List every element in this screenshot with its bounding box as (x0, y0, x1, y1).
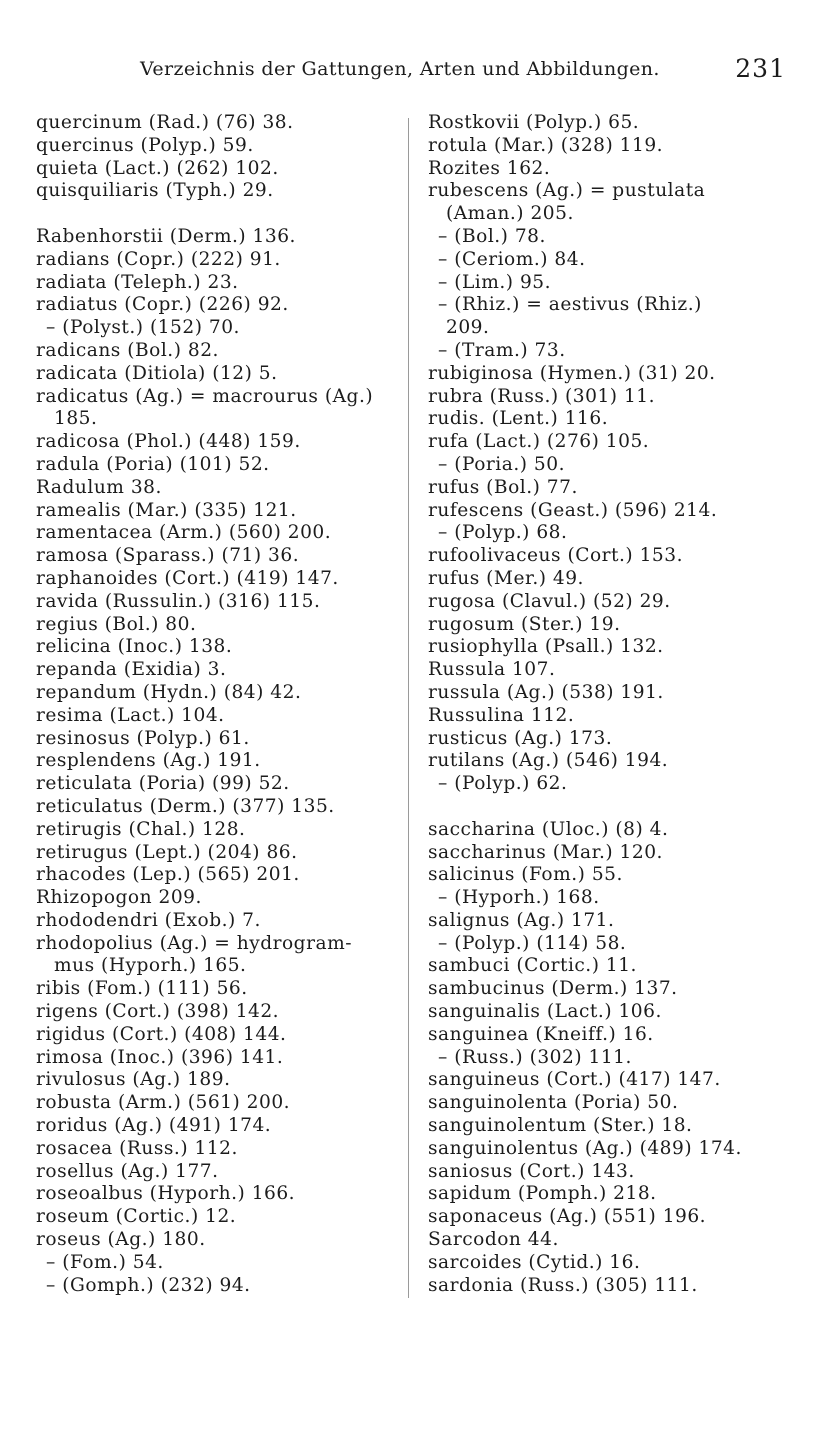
index-entry: retirugus (Lept.) (204) 86. (36, 841, 298, 863)
index-entry: Sarcodon 44. (428, 1229, 559, 1251)
index-entry: reticulatus (Derm.) (377) 135. (36, 795, 335, 817)
index-entry: sanguinalis (Lact.) 106. (428, 1001, 662, 1023)
index-entry: rudis. (Lent.) 116. (428, 408, 609, 430)
index-entry: Rozites 162. (428, 157, 551, 179)
index-entry: saccharinus (Mar.) 120. (428, 841, 663, 863)
index-entry: Russulina 112. (428, 704, 575, 726)
index-entry: ramentacea (Arm.) (560) 200. (36, 522, 332, 544)
index-entry: Rhizopogon 209. (36, 887, 202, 909)
index-entry: roseus (Ag.) 180. (36, 1229, 206, 1251)
index-entry: rigens (Cort.) (398) 142. (36, 1001, 280, 1023)
index-entry: – (Polyst.) (152) 70. (46, 317, 240, 339)
index-entry: repanda (Exidia) 3. (36, 659, 227, 681)
index-entry: rufus (Mer.) 49. (428, 567, 584, 589)
index-entry: – (Hyporh.) 168. (438, 887, 600, 909)
index-entry: rubra (Russ.) (301) 11. (428, 385, 656, 407)
index-entry: Rabenhorstii (Derm.) 136. (36, 225, 296, 247)
index-entry: – (Lim.) 95. (438, 271, 552, 293)
index-entry: saponaceus (Ag.) (551) 196. (428, 1206, 707, 1228)
index-entry: ravida (Russulin.) (316) 115. (36, 590, 321, 612)
index-entry: roseoalbus (Hyporh.) 166. (36, 1183, 296, 1205)
index-entry: sardonia (Russ.) (305) 111. (428, 1274, 698, 1296)
index-entry: roridus (Ag.) (491) 174. (36, 1115, 272, 1137)
index-entry: rufa (Lact.) (276) 105. (428, 431, 650, 453)
column-divider (408, 118, 409, 1298)
index-entry: sambucinus (Derm.) 137. (428, 978, 678, 1000)
index-entry: sanguinea (Kneiff.) 16. (428, 1023, 654, 1045)
index-entry: – (Tram.) 73. (438, 339, 566, 361)
index-entry: rhododendri (Exob.) 7. (36, 909, 261, 931)
index-entry: relicina (Inoc.) 138. (36, 636, 233, 658)
index-entry: retirugis (Chal.) 128. (36, 818, 246, 840)
index-entry: sanguinolentum (Ster.) 18. (428, 1115, 693, 1137)
index-entry: mus (Hyporh.) 165. (54, 955, 247, 977)
index-entry: resplendens (Ag.) 191. (36, 750, 261, 772)
index-entry: Russula 107. (428, 659, 556, 681)
index-entry: ribis (Fom.) (111) 56. (36, 978, 248, 1000)
index-entry: radians (Copr.) (222) 91. (36, 248, 281, 270)
index-entry: rosellus (Ag.) 177. (36, 1160, 219, 1182)
index-entry: salignus (Ag.) 171. (428, 909, 615, 931)
index-entry: rutilans (Ag.) (546) 194. (428, 750, 669, 772)
index-entry: – (Bol.) 78. (438, 225, 546, 247)
index-entry: salicinus (Fom.) 55. (428, 864, 623, 886)
index-column-right (428, 112, 790, 1297)
index-entry: sanguinolentus (Ag.) (489) 174. (428, 1137, 742, 1159)
index-entry: – (Polyp.) (114) 58. (438, 932, 627, 954)
index-entry: rusticus (Ag.) 173. (428, 727, 613, 749)
index-entry: resima (Lact.) 104. (36, 704, 225, 726)
index-entry: repandum (Hydn.) (84) 42. (36, 681, 302, 703)
index-entry: resinosus (Polyp.) 61. (36, 727, 250, 749)
index-entry: – (Gomph.) (232) 94. (46, 1274, 251, 1296)
index-entry: Rostkovii (Polyp.) 65. (428, 112, 640, 133)
index-entry: robusta (Arm.) (561) 200. (36, 1092, 291, 1114)
index-entry: – (Fom.) 54. (46, 1251, 164, 1273)
index-entry: quieta (Lact.) (262) 102. (36, 157, 279, 179)
index-entry: roseum (Cortic.) 12. (36, 1206, 237, 1228)
index-entry: sarcoides (Cytid.) 16. (428, 1251, 641, 1273)
index-entry: rhacodes (Lep.) (565) 201. (36, 864, 300, 886)
index-entry: – (Poria.) 50. (438, 453, 565, 475)
index-entry: rubiginosa (Hymen.) (31) 20. (428, 362, 716, 384)
index-entry: rugosum (Ster.) 19. (428, 613, 621, 635)
index-entry: rusiophylla (Psall.) 132. (428, 636, 664, 658)
index-entry: – (Polyp.) 62. (438, 773, 568, 795)
index-entry: 209. (446, 317, 490, 339)
index-entry: – (Russ.) (302) 111. (438, 1046, 632, 1068)
index-entry: quisquiliaris (Typh.) 29. (36, 180, 274, 202)
index-entry: sanguinolenta (Poria) 50. (428, 1092, 679, 1114)
index-entry: sapidum (Pomph.) 218. (428, 1183, 657, 1205)
running-title: Verzeichnis der Gattungen, Arten und Abbildungen. (140, 58, 660, 80)
index-entry: sambuci (Cortic.) 11. (428, 955, 637, 977)
index-entry: quercinus (Polyp.) 59. (36, 134, 254, 156)
index-entry: radula (Poria) (101) 52. (36, 453, 270, 475)
index-entry: rimosa (Inoc.) (396) 141. (36, 1046, 284, 1068)
index-entry: rivulosus (Ag.) 189. (36, 1069, 231, 1091)
index-column-left (36, 112, 404, 1297)
index-entry: radicata (Ditiola) (12) 5. (36, 362, 278, 384)
index-entry: ramosa (Sparass.) (71) 36. (36, 545, 300, 567)
index-entry: rigidus (Cort.) (408) 144. (36, 1023, 287, 1045)
index-entry: – (Polyp.) 68. (438, 522, 568, 544)
index-entry: radiata (Teleph.) 23. (36, 271, 239, 293)
index-entry: rhodopolius (Ag.) = hydrogram- (36, 932, 352, 954)
index-entry: radicans (Bol.) 82. (36, 339, 219, 361)
index-entry: (Aman.) 205. (446, 203, 574, 225)
index-entry: rotula (Mar.) (328) 119. (428, 134, 664, 156)
index-entry: Radulum 38. (36, 476, 162, 498)
index-entry: radicatus (Ag.) = macrourus (Ag.) (36, 385, 374, 407)
index-entry: – (Ceriom.) 84. (438, 248, 586, 270)
index-entry: reticulata (Poria) (99) 52. (36, 773, 290, 795)
index-entry: radicosa (Phol.) (448) 159. (36, 431, 301, 453)
index-entry: regius (Bol.) 80. (36, 613, 197, 635)
index-entry: rosacea (Russ.) 112. (36, 1137, 238, 1159)
page-number: 231 (735, 54, 786, 83)
index-entry: 185. (54, 408, 98, 430)
index-entry: saccharina (Uloc.) (8) 4. (428, 818, 669, 840)
index-entry: sanguineus (Cort.) (417) 147. (428, 1069, 721, 1091)
index-entry: saniosus (Cort.) 143. (428, 1160, 635, 1182)
index-entry: – (Rhiz.) = aestivus (Rhiz.) (438, 294, 702, 316)
index-entry: ramealis (Mar.) (335) 121. (36, 499, 297, 521)
index-entry: quercinum (Rad.) (76) 38. (36, 112, 294, 133)
page-header (36, 54, 790, 88)
index-entry: rufus (Bol.) 77. (428, 476, 578, 498)
index-entry: raphanoides (Cort.) (419) 147. (36, 567, 339, 589)
index-entry: rufescens (Geast.) (596) 214. (428, 499, 718, 521)
index-entry: rufoolivaceus (Cort.) 153. (428, 545, 683, 567)
index-entry: rugosa (Clavul.) (52) 29. (428, 590, 671, 612)
index-entry: radiatus (Copr.) (226) 92. (36, 294, 289, 316)
index-entry: russula (Ag.) (538) 191. (428, 681, 664, 703)
index-entry: rubescens (Ag.) = pustulata (428, 180, 706, 202)
